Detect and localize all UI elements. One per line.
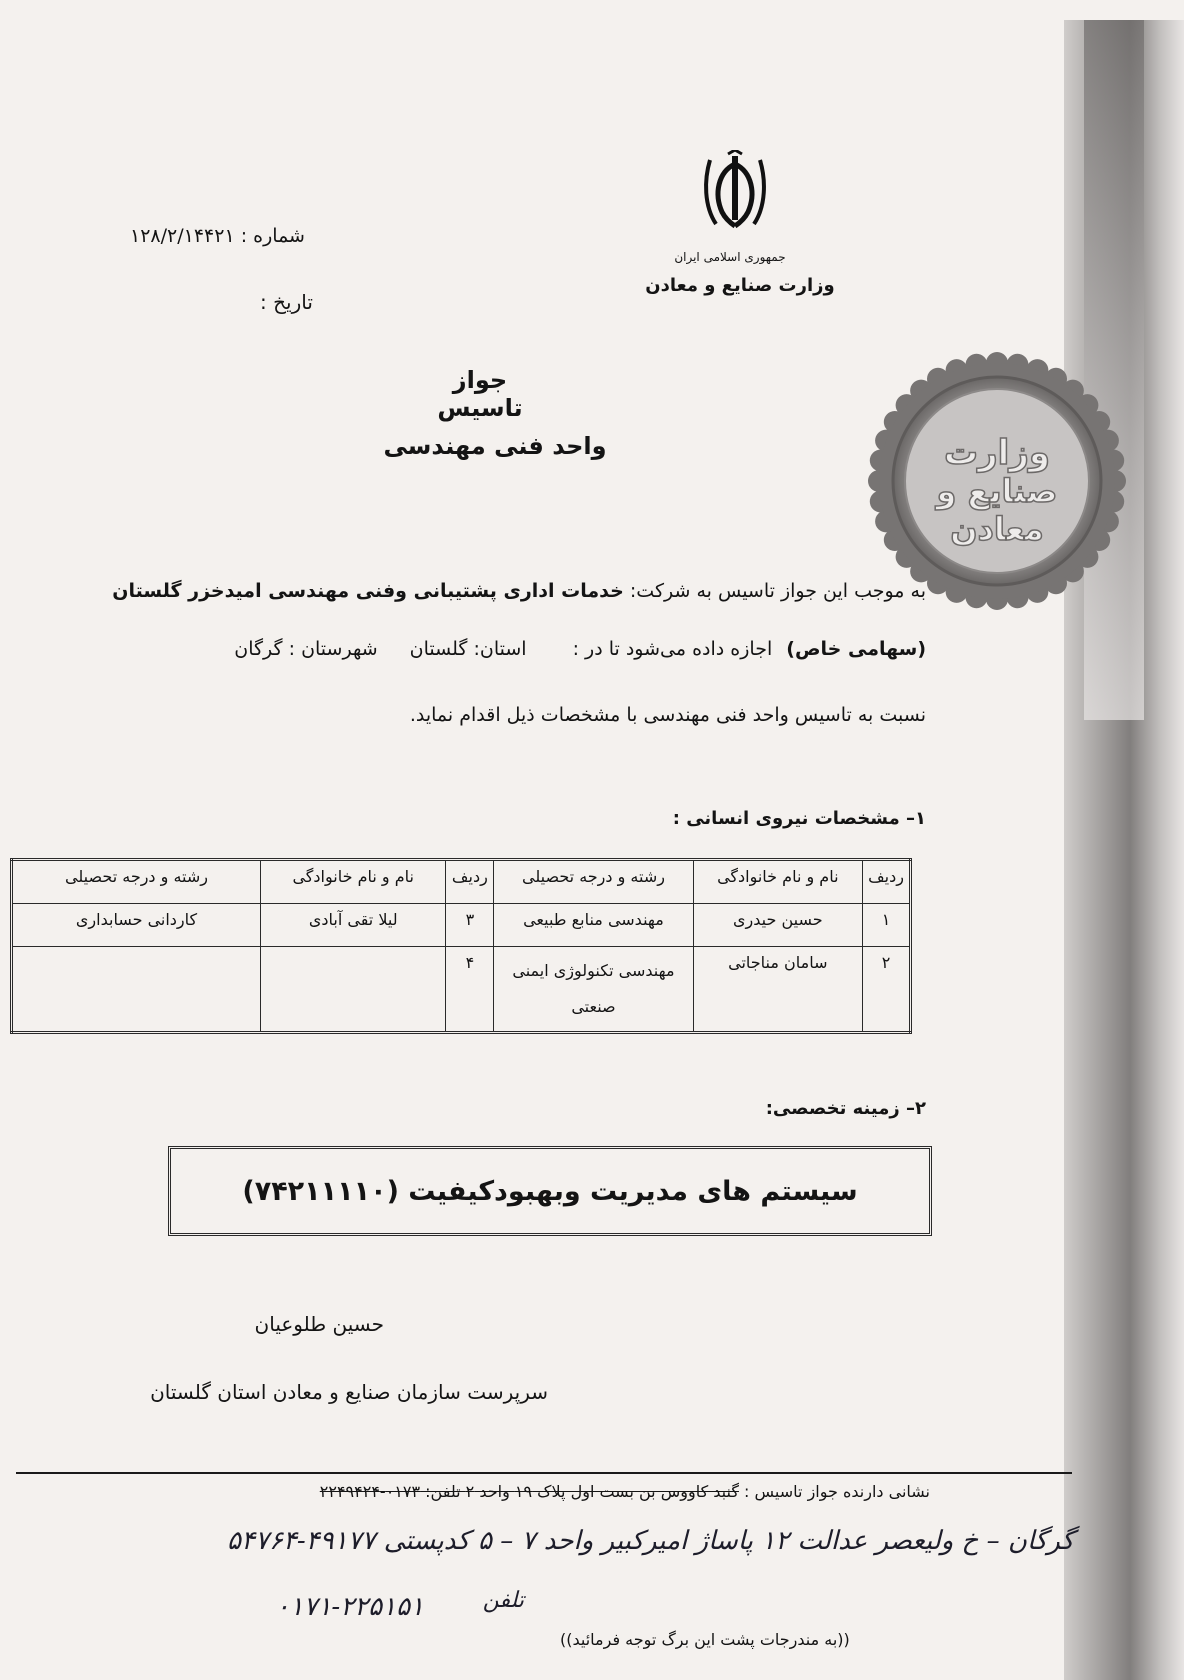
company-type: (سهامی خاص) <box>786 638 926 660</box>
footer-note: ((به مندرجات پشت این برگ توجه فرمائید)) <box>560 1630 850 1649</box>
iran-emblem-icon <box>700 150 770 250</box>
number-value: ۱۲۸/۲/۱۴۴۲۱ <box>130 225 235 247</box>
table-cell: ۳ <box>446 904 494 947</box>
divider <box>16 1472 1072 1474</box>
document-subtitle: واحد فنی مهندسی <box>383 432 607 460</box>
number-line <box>130 225 305 247</box>
address-line <box>60 1482 930 1501</box>
table-cell: مهندسی تکنولوژی ایمنی صنعتی <box>494 947 693 1033</box>
staff-heading: ۱– مشخصات نیروی انسانی : <box>672 808 926 829</box>
body-line-2 <box>234 638 926 660</box>
date-label: تاریخ : <box>260 290 313 314</box>
col-header: ردیف <box>446 860 494 904</box>
address-struck: گنبد کاووس بن بست اول پلاک ۱۹ واحد ۲ تلفن: ۰۱۷۳-۲۲۴۹۴۲۴ <box>319 1482 739 1501</box>
field-value: سیستم های مدیریت وبهبودکیفیت (۷۴۲۱۱۱۱۰) <box>242 1175 858 1207</box>
col-header: نام و نام خانوادگی <box>261 860 446 904</box>
permission-text: اجازه داده می‌شود تا در : <box>572 638 773 660</box>
svg-text:معادن: معادن <box>950 510 1044 548</box>
signatory-title: سرپرست سازمان صنایع و معادن استان گلستان <box>150 1380 548 1404</box>
col-header: نام و نام خانوادگی <box>693 860 862 904</box>
table-cell: ۲ <box>863 947 911 1033</box>
body-line-1 <box>112 580 926 602</box>
number-label: شماره : <box>240 225 305 247</box>
line1-prefix: به موجب این جواز تاسیس به شرکت: <box>629 580 926 602</box>
field-heading: ۲– زمینه تخصصی: <box>765 1098 926 1119</box>
republic-label: جمهوری اسلامی ایران <box>674 250 786 264</box>
col-header: رشته و درجه تحصیلی <box>494 860 693 904</box>
table-cell: ۴ <box>446 947 494 1033</box>
address-label: نشانی دارنده جواز تاسیس : <box>744 1482 930 1501</box>
county-text: شهرستان : گرگان <box>234 638 378 660</box>
table-cell <box>261 947 446 1033</box>
signatory-name: حسین طلوعیان <box>254 1312 384 1336</box>
col-header: رشته و درجه تحصیلی <box>12 860 261 904</box>
staff-table <box>10 858 912 1034</box>
field-value-box <box>168 1146 932 1236</box>
document-title: جواز تاسیس <box>437 366 523 422</box>
svg-text:وزارت: وزارت <box>943 433 1051 473</box>
table-cell: ۱ <box>863 904 911 947</box>
table-header-row <box>12 860 911 904</box>
svg-text:صنایع و: صنایع و <box>936 472 1058 510</box>
handwritten-phone: ۰۱۷۱-۲۲۵۱۵۱ <box>275 1592 424 1622</box>
handwritten-address: گرگان – خ ولیعصر عدالت ۱۲ پاساژ امیرکبیر واحد ۷ – ۵ کدپستی ۴۹۱۷۷-۵۴۷۶۴ <box>227 1526 1074 1556</box>
body-line-3: نسبت به تاسیس واحد فنی مهندسی با مشخصات ذیل اقدام نماید. <box>409 704 926 726</box>
company-name: خدمات اداری پشتیبانی وفنی مهندسی امیدخزر گلستان <box>112 580 624 602</box>
table-row <box>12 947 911 1033</box>
col-header: ردیف <box>863 860 911 904</box>
table-row <box>12 904 911 947</box>
handwritten-phone-label: تلفن <box>482 1588 524 1613</box>
province-text: استان: گلستان <box>409 638 527 660</box>
table-cell: سامان مناجاتی <box>693 947 862 1033</box>
table-cell: کاردانی حسابداری <box>12 904 261 947</box>
table-cell: لیلا تقی آبادی <box>261 904 446 947</box>
ministry-seal-icon <box>868 352 1126 610</box>
table-cell: مهندسی منابع طبیعی <box>494 904 693 947</box>
table-cell: حسین حیدری <box>693 904 862 947</box>
table-cell <box>12 947 261 1033</box>
ministry-label: وزارت صنایع و معادن <box>645 275 835 296</box>
